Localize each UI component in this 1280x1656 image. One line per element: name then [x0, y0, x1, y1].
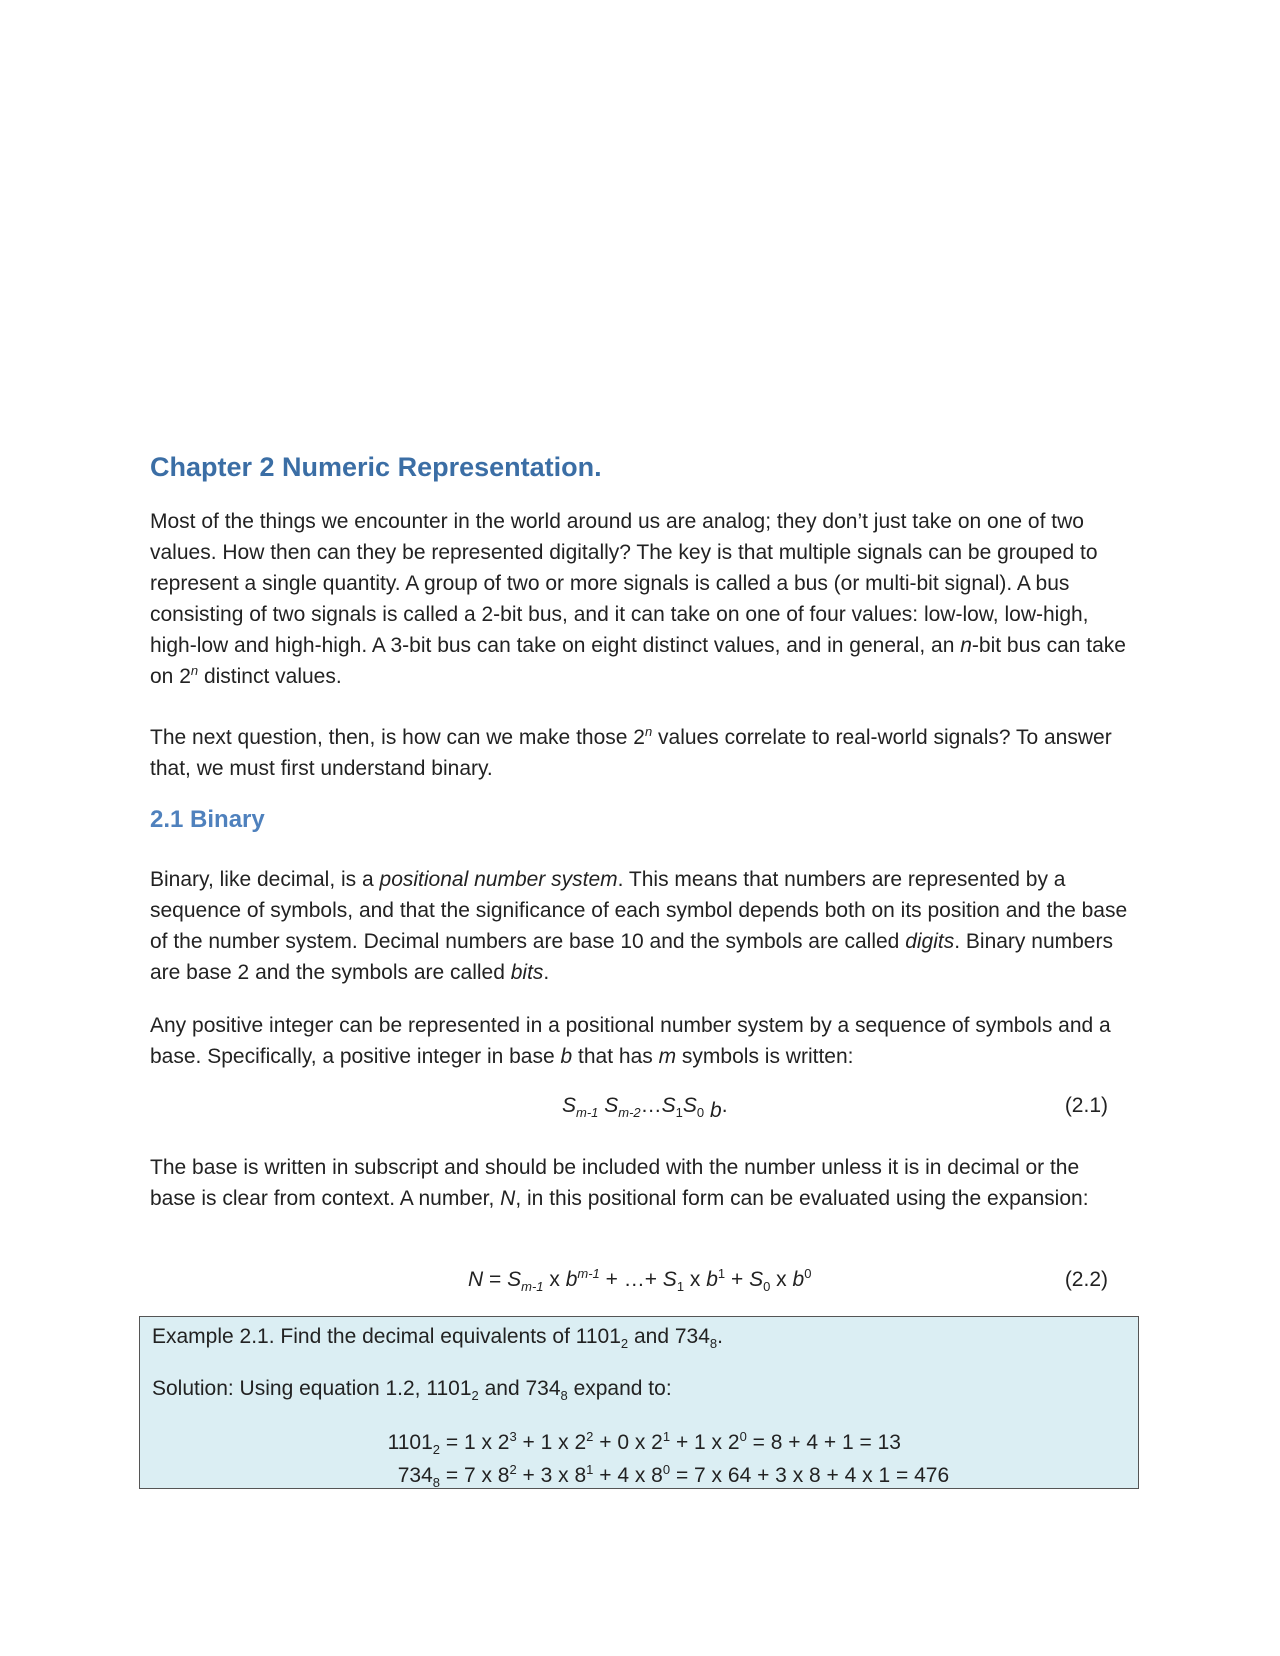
subscript: 2 [432, 1442, 440, 1458]
superscript: 0 [739, 1429, 747, 1444]
superscript-n: n [190, 663, 199, 678]
superscript: 1 [717, 1266, 726, 1281]
text-run: that has [572, 1045, 659, 1068]
subscript: 1 [676, 1279, 685, 1295]
text-run: distinct values. [198, 665, 342, 688]
superscript: 0 [804, 1266, 812, 1281]
subscript: 1 [675, 1105, 683, 1121]
symbol-b: b [706, 1268, 718, 1291]
superscript-n: n [644, 724, 653, 739]
example-title [152, 1325, 723, 1352]
text-run: + 1 x 2 [670, 1431, 740, 1454]
calc-row-1101 [358, 1429, 901, 1458]
binary-paragraph-1 [150, 864, 1130, 988]
text-run: = [440, 1431, 464, 1454]
intro-paragraph-2 [150, 722, 1130, 784]
text-run: = 8 + 4 + 1 = 13 [746, 1431, 901, 1454]
symbol-b: b [565, 1268, 578, 1291]
symbol-s: S [562, 1094, 577, 1117]
text-run: and 734 [628, 1325, 710, 1348]
text-run: = [440, 1464, 464, 1487]
text-run: Most of the things we encounter in the world around us are analog; they don’t just take on one of two values. How then can they be represented digitally? The key is that multiple signals can be grouped to represent a single quantity. A group of two or more signals is called a bus (or multi-bit signal). A bus consisting of two signals is called a 2-bit bus, and it can take on one of four values: low-low, low-high, high-low and high-high. A 3-bit bus can take on eight distinct values, and in general, an [150, 510, 1098, 657]
equation-2-2 [468, 1266, 812, 1295]
text-run: expand to: [567, 1377, 672, 1400]
binary-paragraph-2 [150, 1010, 1130, 1072]
subscript: 8 [560, 1388, 568, 1404]
equation-2-1 [562, 1094, 728, 1123]
symbol-s: S [507, 1268, 522, 1291]
subscript: 2 [620, 1336, 629, 1352]
text-run: . This means that numbers are represented by a sequence of symbols, and that the significance of each symbol depends both on its position and the base of the number system. Decimal numbers are base 10 and the symbols are called [150, 868, 1128, 953]
subscript: 0 [763, 1279, 771, 1295]
text-run: + 3 x 8 [516, 1464, 587, 1487]
base-b: b [710, 1099, 722, 1123]
calc-lhs [358, 1464, 440, 1491]
ellipsis: … [640, 1094, 662, 1117]
calc-lhs [358, 1431, 440, 1458]
text-run: , in this positional form can be evaluated using the expansion: [515, 1187, 1089, 1210]
text-run: 734 [397, 1464, 433, 1487]
text-run: 7 x 8 [463, 1464, 510, 1487]
intro-paragraph-1 [150, 506, 1130, 692]
text-run: Example 2.1. Find the decimal equivalents of 1101 [152, 1325, 621, 1348]
symbol-b: b [792, 1268, 805, 1291]
example-box [139, 1316, 1139, 1489]
text-run: The base is written in subscript and should be included with the number unless it is in decimal or the base is clear from context. A number, [150, 1156, 1080, 1210]
symbol-s: S [662, 1268, 677, 1291]
symbol-s: S [661, 1094, 676, 1117]
text-run: x [770, 1268, 793, 1291]
text-run: symbols is written: [676, 1045, 854, 1068]
text-run: values correlate to real-world signals? To answer that, we must first understand binary. [150, 726, 1112, 780]
superscript: 1 [586, 1462, 594, 1477]
text-run: 1 x 2 [463, 1431, 510, 1454]
emphasis-bits: bits [510, 961, 544, 984]
superscript: m-1 [577, 1266, 600, 1281]
emphasis-digits: digits [905, 930, 955, 953]
superscript: 0 [662, 1462, 671, 1477]
italic-b: b [560, 1045, 573, 1068]
text-run: . Binary numbers are base 2 and the symbols are called [150, 930, 1113, 984]
text-run: = 7 x 64 + 3 x 8 + 4 x 1 = 476 [670, 1464, 950, 1487]
text-run: + 0 x 2 [593, 1431, 663, 1454]
text-run: and 734 [478, 1377, 561, 1400]
text-run: -bit bus can take on 2 [150, 634, 1126, 688]
text-run: x [543, 1268, 566, 1291]
text-run: . [717, 1325, 723, 1348]
text-run: Binary, like decimal, is a [150, 868, 380, 891]
symbol-s: S [682, 1094, 697, 1117]
subscript: m-1 [521, 1279, 544, 1295]
superscript: 3 [509, 1429, 517, 1444]
equation-number-2-2: (2.2) [1064, 1268, 1108, 1291]
text-run: . [543, 961, 550, 984]
subscript: 2 [471, 1388, 479, 1404]
italic-m: m [658, 1045, 677, 1068]
binary-paragraph-3 [150, 1152, 1130, 1214]
superscript: 1 [662, 1429, 671, 1444]
text-run: + [725, 1268, 750, 1291]
subscript: m-2 [618, 1105, 641, 1121]
calc-row-734 [358, 1462, 950, 1491]
emphasis-positional: positional number system [379, 868, 618, 891]
symbol-s: S [604, 1094, 619, 1117]
chapter-title: Chapter 2 Numeric Representation. [150, 452, 602, 482]
subscript: m-1 [576, 1105, 599, 1121]
subscript: 8 [432, 1475, 440, 1491]
text-run: + 1 x 2 [516, 1431, 587, 1454]
italic-n: N [500, 1187, 516, 1210]
text-run: 1101 [387, 1431, 433, 1454]
subscript: 8 [709, 1336, 718, 1352]
text-run: . [721, 1094, 728, 1117]
equation-number-2-1: (2.1) [1064, 1094, 1108, 1117]
text-run: Solution: Using equation 1.2, 1101 [152, 1377, 472, 1400]
text-run: The next question, then, is how can we make those 2 [150, 726, 645, 749]
symbol-n: N [468, 1268, 484, 1291]
text-run: + …+ [599, 1268, 663, 1291]
text-run: = [483, 1268, 508, 1291]
text-run: x [684, 1268, 707, 1291]
text-run: Any positive integer can be represented in a positional number system by a sequence of symbols and a base. Specifically, a positive integer in base [150, 1014, 1111, 1068]
example-solution [152, 1377, 672, 1404]
italic-n: n [960, 634, 972, 657]
superscript: 2 [586, 1429, 594, 1444]
symbol-s: S [749, 1268, 764, 1291]
text-run: + 4 x 8 [593, 1464, 663, 1487]
subscript: 0 [696, 1105, 705, 1121]
section-heading-binary: 2.1 Binary [150, 806, 265, 833]
superscript: 2 [509, 1462, 517, 1477]
